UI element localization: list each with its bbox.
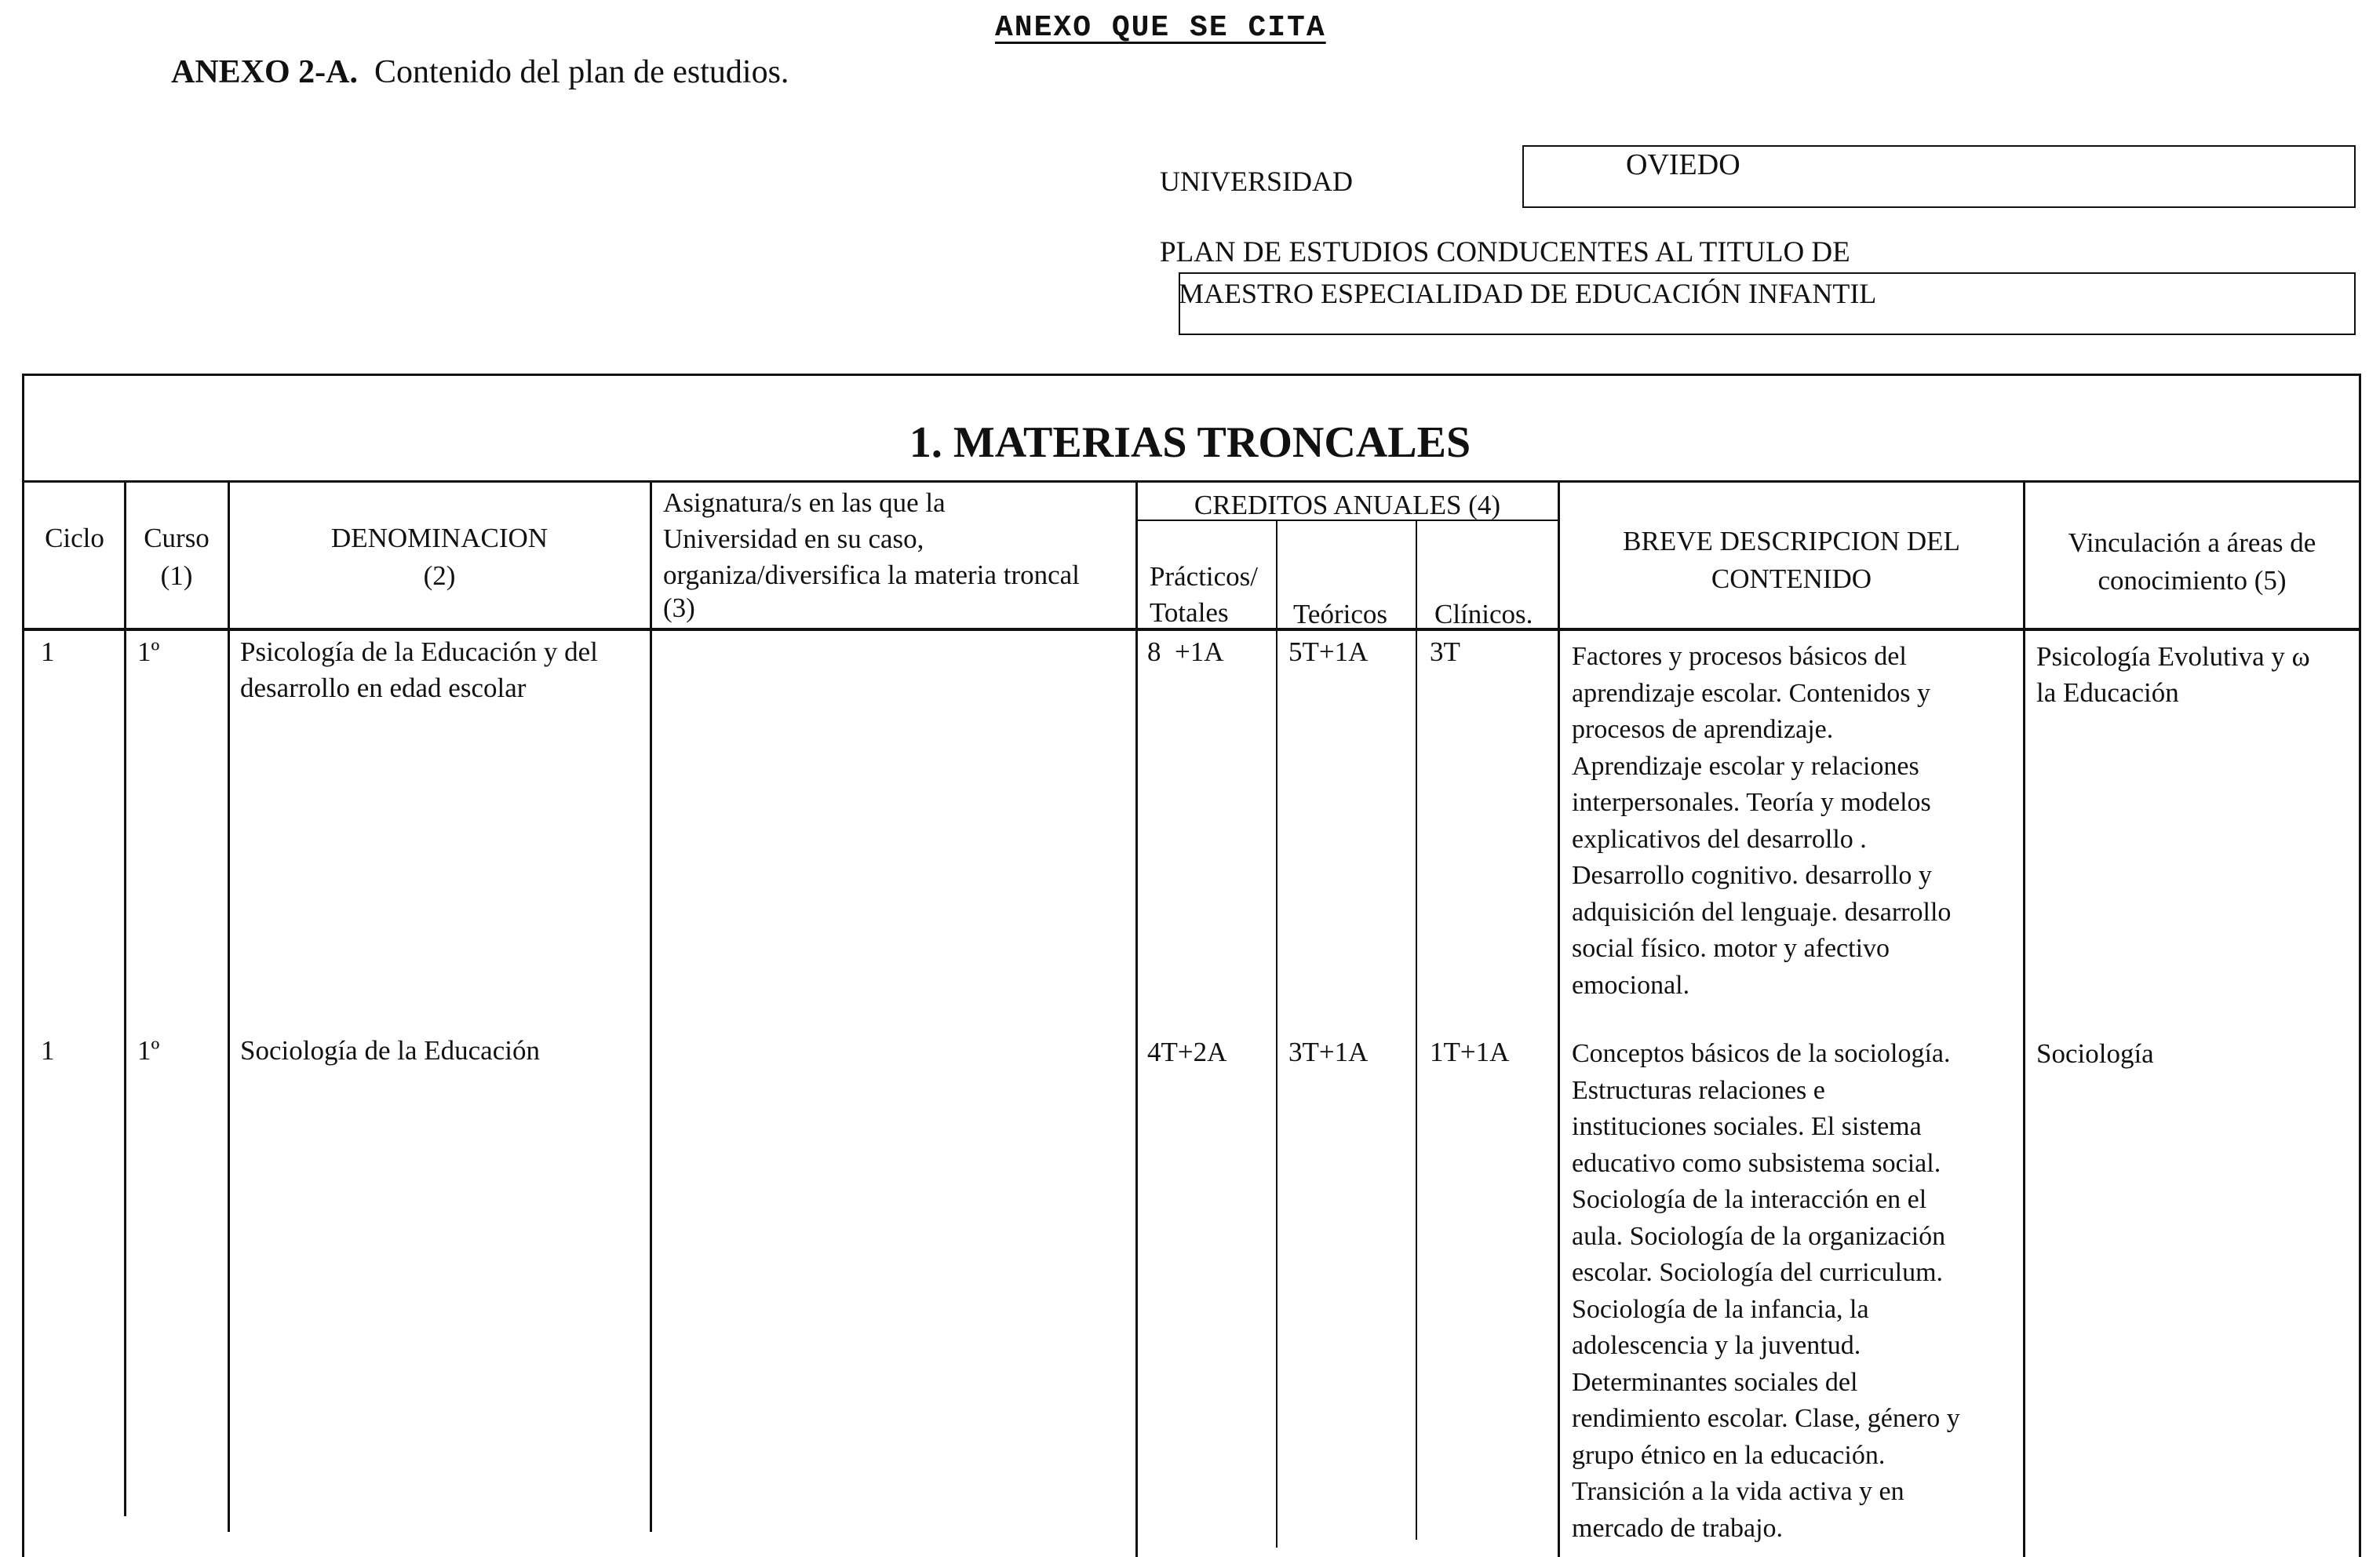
plan-title-value: MAESTRO ESPECIALIDAD DE EDUCACIÓN INFANTIL bbox=[1179, 278, 1877, 309]
row-ciclo: 1 bbox=[41, 636, 55, 667]
row-denominacion-line1: Sociología de la Educación bbox=[240, 1035, 540, 1066]
anexo-title bbox=[171, 53, 789, 91]
header-asignatura-line1: Asignatura/s en las que la bbox=[663, 487, 946, 518]
header-asignatura-line3: organiza/diversifica la materia troncal bbox=[663, 560, 1080, 590]
universidad-label: UNIVERSIDAD bbox=[1160, 166, 1353, 197]
universidad-value: OVIEDO bbox=[1626, 148, 1740, 181]
materias-troncales-title: 1. MATERIAS TRONCALES bbox=[909, 418, 1471, 467]
header-curso-note: (1) bbox=[160, 560, 193, 591]
anexo-subtitle: Contenido del plan de estudios. bbox=[374, 54, 789, 90]
row-curso: 1º bbox=[137, 1035, 160, 1066]
header-practicos: Prácticos/ bbox=[1150, 561, 1259, 592]
row-teoricos: 5T+1A bbox=[1288, 636, 1369, 667]
header-ciclo: Ciclo bbox=[45, 523, 104, 553]
header-descripcion-line2: CONTENIDO bbox=[1711, 563, 1872, 594]
row-totales: 8 +1A bbox=[1147, 636, 1224, 667]
header-descripcion-line1: BREVE DESCRIPCION DEL bbox=[1623, 526, 1960, 556]
header-curso: Curso bbox=[144, 523, 210, 553]
row-clinicos: 3T bbox=[1430, 636, 1460, 667]
header-denominacion-note: (2) bbox=[423, 560, 456, 591]
header-vinculacion-line2: conocimiento (5) bbox=[2098, 565, 2287, 596]
header-creditos-anuales: CREDITOS ANUALES (4) bbox=[1194, 490, 1501, 520]
header-denominacion: DENOMINACION bbox=[330, 523, 549, 553]
row-vinculacion-line1: Psicología Evolutiva y ω bbox=[2036, 641, 2310, 672]
header-totales: Totales bbox=[1150, 597, 1229, 628]
row-teoricos: 3T+1A bbox=[1288, 1037, 1369, 1067]
row-vinculacion-line1: Sociología bbox=[2036, 1038, 2154, 1069]
header-clinicos: Clínicos. bbox=[1434, 599, 1533, 629]
header-teoricos: Teóricos bbox=[1293, 599, 1388, 629]
row-totales: 4T+2A bbox=[1147, 1037, 1227, 1067]
row-clinicos: 1T+1A bbox=[1430, 1037, 1510, 1067]
row-denominacion-line2: desarrollo en edad escolar bbox=[240, 673, 527, 703]
row-ciclo: 1 bbox=[41, 1035, 55, 1066]
header-asignatura-line4: (3) bbox=[663, 593, 695, 623]
row-denominacion-line1: Psicología de la Educación y del bbox=[240, 636, 598, 667]
anexo-que-se-cita-heading: ANEXO QUE SE CITA bbox=[995, 11, 1326, 45]
header-vinculacion-line1: Vinculación a áreas de bbox=[2068, 527, 2316, 558]
plan-label: PLAN DE ESTUDIOS CONDUCENTES AL TITULO DE bbox=[1160, 236, 1850, 268]
row-vinculacion-line2: la Educación bbox=[2036, 677, 2179, 708]
anexo-label: ANEXO 2-A. bbox=[171, 54, 358, 90]
row-descripcion: Conceptos básicos de la sociología. Estructuras relaciones e instituciones sociales. El sistema educativo como subsistema social. Sociología de la interacción en el aula. Sociología de la organización escolar. Sociología del curriculum. Sociología de la infancia, la adolescencia y la juventud. Determinantes sociales del rendimiento escolar. Clase, género y grupo étnico en la educación. Transición a la vida activa y en mercado de trabajo. bbox=[1572, 1039, 1960, 1543]
row-descripcion: Factores y procesos básicos del aprendizaje escolar. Contenidos y procesos de aprendizaje. Aprendizaje escolar y relaciones interpersonales. Teoría y modelos explicativos del desarrollo . Desarrollo cognitivo. desarrollo y adquisición del lenguaje. desarrollo social físico. motor y afectivo emocional. bbox=[1572, 642, 1952, 1000]
row-curso: 1º bbox=[137, 636, 160, 667]
header-asignatura-line2: Universidad en su caso, bbox=[663, 523, 924, 554]
